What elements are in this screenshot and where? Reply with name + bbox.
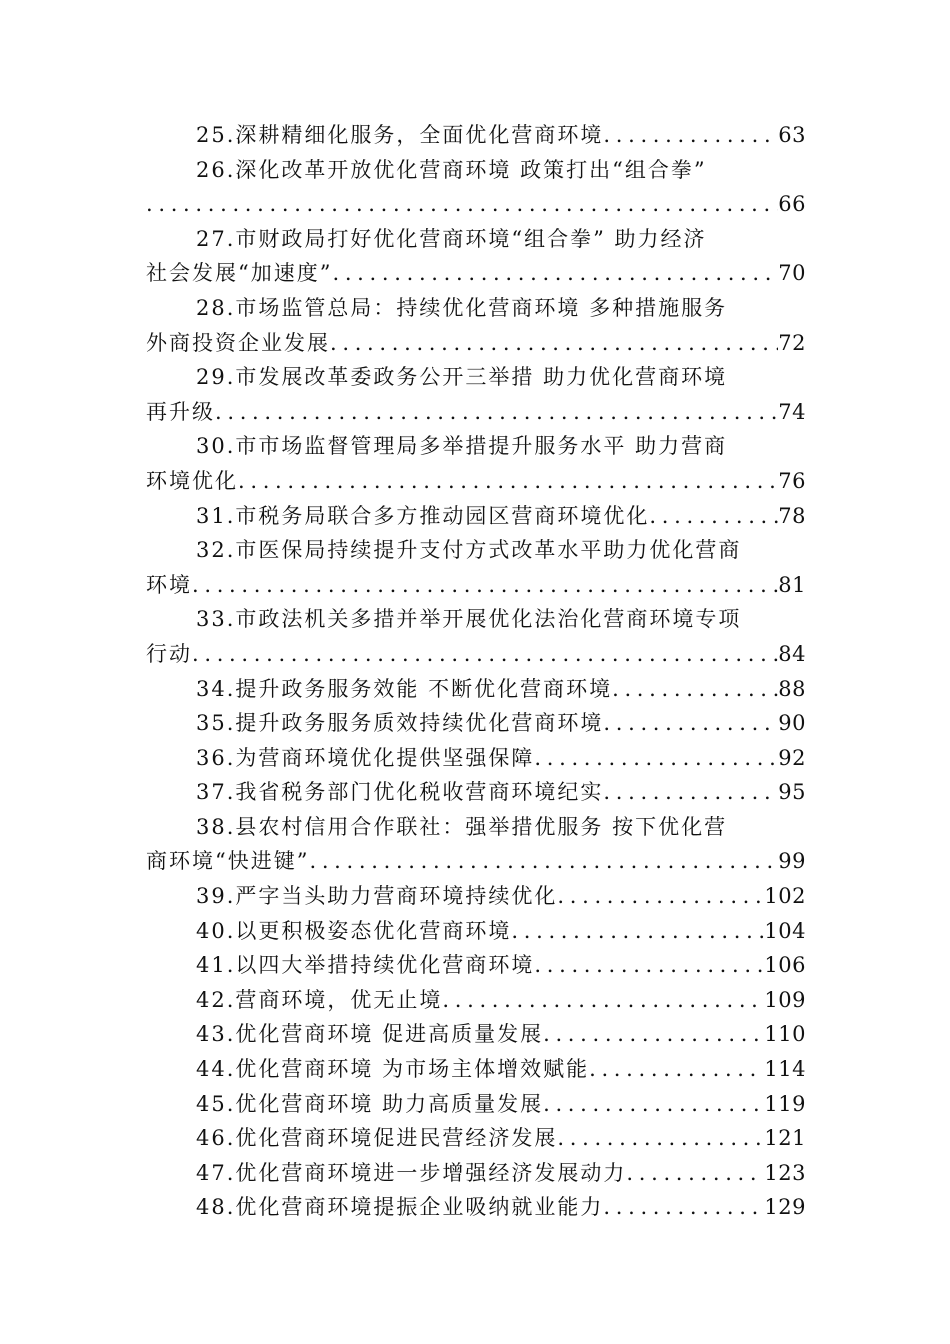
toc-page-number: 76	[778, 468, 806, 493]
toc-entry-title-continued: 再升级	[146, 399, 215, 424]
toc-entry-title-continued: 环境	[146, 572, 192, 597]
toc-entry-45[interactable]	[146, 1087, 806, 1122]
toc-entry-number: 33.	[196, 607, 236, 632]
toc-page-number: 63	[778, 123, 806, 147]
toc-page-number: 121	[764, 1126, 806, 1151]
toc-page-number: 123	[764, 1160, 806, 1185]
toc-entry-number: 45.	[196, 1091, 236, 1116]
toc-entry-number: 32.	[196, 538, 236, 563]
toc-entry-38[interactable]	[146, 810, 806, 879]
toc-entry-number: 44.	[196, 1057, 236, 1082]
toc-entry-title: 以四大举措持续优化营商环境	[235, 953, 535, 978]
toc-entry-number: 39.	[196, 884, 236, 909]
toc-page-number: 66	[778, 192, 806, 217]
toc-leader-dots	[146, 187, 778, 222]
toc-leader-dots	[589, 1052, 764, 1087]
toc-entry-47[interactable]	[146, 1156, 806, 1191]
toc-leader-dots	[442, 983, 764, 1018]
toc-page-number: 114	[764, 1057, 806, 1082]
toc-leader-dots	[543, 1017, 764, 1052]
toc-page-number: 74	[778, 399, 806, 424]
toc-entry-title: 市市场监督管理局多举措提升服务水平 助力营商	[235, 434, 728, 459]
toc-entry-title: 严字当头助力营商环境持续优化	[235, 884, 558, 909]
toc-entry-25[interactable]	[146, 118, 806, 153]
toc-entry-42[interactable]	[146, 983, 806, 1018]
toc-page-number: 104	[764, 918, 806, 943]
toc-entry-title: 提升政务服务效能 不断优化营商环境	[235, 676, 613, 701]
toc-entry-number: 29.	[196, 365, 236, 390]
toc-entry-title: 优化营商环境 促进高质量发展	[235, 1022, 544, 1047]
toc-page-number: 92	[778, 745, 806, 770]
toc-leader-dots	[603, 706, 778, 741]
toc-leader-dots	[192, 568, 778, 603]
toc-entry-title: 为营商环境优化提供坚强保障	[235, 745, 535, 770]
toc-entry-33[interactable]	[146, 602, 806, 671]
toc-page-number: 78	[778, 503, 806, 528]
toc-entry-number: 27.	[196, 226, 236, 251]
toc-leader-dots	[543, 1087, 764, 1122]
toc-entry-number: 34.	[196, 676, 236, 701]
toc-page-number: 129	[764, 1195, 806, 1220]
toc-entry-number: 30.	[196, 434, 236, 459]
toc-page-number: 95	[778, 780, 806, 805]
toc-entry-39[interactable]	[146, 879, 806, 914]
toc-entry-title: 县农村信用合作联社：强举措优服务 按下优化营	[235, 814, 728, 839]
toc-leader-dots	[649, 499, 778, 534]
toc-entry-title: 优化营商环境进一步增强经济发展动力	[235, 1160, 627, 1185]
toc-leader-dots	[511, 914, 764, 949]
toc-entry-26[interactable]	[146, 153, 806, 222]
toc-entry-number: 35.	[196, 711, 236, 736]
toc-entry-35[interactable]	[146, 706, 806, 741]
toc-entry-number: 37.	[196, 780, 236, 805]
toc-entry-number: 26.	[196, 157, 236, 182]
toc-leader-dots	[534, 741, 778, 776]
toc-entry-title: 市税务局联合多方推动园区营商环境优化	[235, 503, 650, 528]
toc-leader-dots	[238, 464, 778, 499]
toc-entry-number: 28.	[196, 295, 236, 320]
toc-entry-41[interactable]	[146, 948, 806, 983]
toc-entry-43[interactable]	[146, 1017, 806, 1052]
toc-page-number: 81	[778, 572, 806, 597]
toc-page-number: 109	[764, 987, 806, 1012]
toc-entry-37[interactable]	[146, 775, 806, 810]
toc-entry-title: 优化营商环境促进民营经济发展	[235, 1126, 558, 1151]
toc-entry-30[interactable]	[146, 429, 806, 498]
toc-entry-31[interactable]	[146, 499, 806, 534]
toc-entry-title: 市医保局持续提升支付方式改革水平助力优化营商	[235, 538, 742, 563]
table-of-contents	[146, 118, 806, 1225]
toc-page-number: 110	[764, 1022, 806, 1047]
toc-leader-dots	[330, 326, 778, 361]
toc-page-number: 88	[778, 676, 806, 701]
toc-entry-number: 46.	[196, 1126, 236, 1151]
toc-entry-44[interactable]	[146, 1052, 806, 1087]
toc-entry-title-continued: 社会发展“加速度”	[146, 261, 333, 286]
toc-entry-number: 40.	[196, 918, 236, 943]
toc-entry-title: 深耕精细化服务，全面优化营商环境	[235, 123, 604, 147]
toc-entry-title: 优化营商环境提振企业吸纳就业能力	[235, 1195, 604, 1220]
toc-entry-number: 31.	[196, 503, 236, 528]
toc-page-number: 106	[764, 953, 806, 978]
toc-entry-36[interactable]	[146, 741, 806, 776]
toc-entry-27[interactable]	[146, 222, 806, 291]
toc-entry-title: 以更积极姿态优化营商环境	[235, 918, 512, 943]
toc-entry-number: 42.	[196, 987, 236, 1012]
toc-leader-dots	[612, 672, 778, 707]
toc-entry-40[interactable]	[146, 914, 806, 949]
toc-entry-title: 提升政务服务质效持续优化营商环境	[235, 711, 604, 736]
toc-leader-dots	[192, 637, 778, 672]
toc-entry-32[interactable]	[146, 533, 806, 602]
toc-entry-title-continued: 行动	[146, 641, 192, 666]
toc-entry-title-continued: 商环境“快进键”	[146, 849, 310, 874]
toc-leader-dots	[603, 118, 778, 153]
toc-entry-number: 38.	[196, 814, 236, 839]
toc-entry-number: 25.	[196, 123, 236, 147]
toc-entry-number: 47.	[196, 1160, 236, 1185]
toc-entry-title: 营商环境，优无止境	[235, 987, 443, 1012]
toc-entry-48[interactable]	[146, 1190, 806, 1225]
toc-entry-title: 优化营商环境 为市场主体增效赋能	[235, 1057, 590, 1082]
toc-page-number: 99	[778, 849, 806, 874]
toc-entry-title: 我省税务部门优化税收营商环境纪实	[235, 780, 604, 805]
toc-entry-46[interactable]	[146, 1121, 806, 1156]
toc-entry-29[interactable]	[146, 360, 806, 429]
toc-entry-number: 48.	[196, 1195, 236, 1220]
toc-entry-title: 深化改革开放优化营商环境 政策打出“组合拳”	[235, 157, 707, 182]
toc-entry-title: 市财政局打好优化营商环境“组合拳” 助力经济	[235, 226, 707, 251]
toc-entry-title: 市发展改革委政务公开三举措 助力优化营商环境	[235, 365, 728, 390]
toc-leader-dots	[534, 948, 764, 983]
toc-leader-dots	[332, 256, 778, 291]
toc-page-number: 70	[778, 261, 806, 286]
toc-leader-dots	[603, 775, 778, 810]
toc-page-number: 119	[764, 1091, 806, 1116]
toc-entry-title: 市场监管总局：持续优化营商环境 多种措施服务	[235, 295, 728, 320]
toc-leader-dots	[557, 1121, 764, 1156]
toc-entry-number: 41.	[196, 953, 236, 978]
toc-entry-title-continued: 环境优化	[146, 468, 238, 493]
toc-page-number: 72	[778, 330, 806, 355]
toc-entry-number: 36.	[196, 745, 236, 770]
toc-entry-number: 43.	[196, 1022, 236, 1047]
toc-page-number: 102	[764, 884, 806, 909]
toc-leader-dots	[309, 844, 778, 879]
toc-leader-dots	[215, 395, 778, 430]
toc-entry-title-continued: 外商投资企业发展	[146, 330, 330, 355]
toc-leader-dots	[557, 879, 764, 914]
toc-leader-dots	[626, 1156, 764, 1191]
toc-entry-34[interactable]	[146, 672, 806, 707]
toc-page-number: 90	[778, 711, 806, 736]
toc-entry-title: 市政法机关多措并举开展优化法治化营商环境专项	[235, 607, 742, 632]
toc-entry-28[interactable]	[146, 291, 806, 360]
toc-leader-dots	[603, 1190, 764, 1225]
toc-page-number: 84	[778, 641, 806, 666]
toc-entry-title: 优化营商环境 助力高质量发展	[235, 1091, 544, 1116]
